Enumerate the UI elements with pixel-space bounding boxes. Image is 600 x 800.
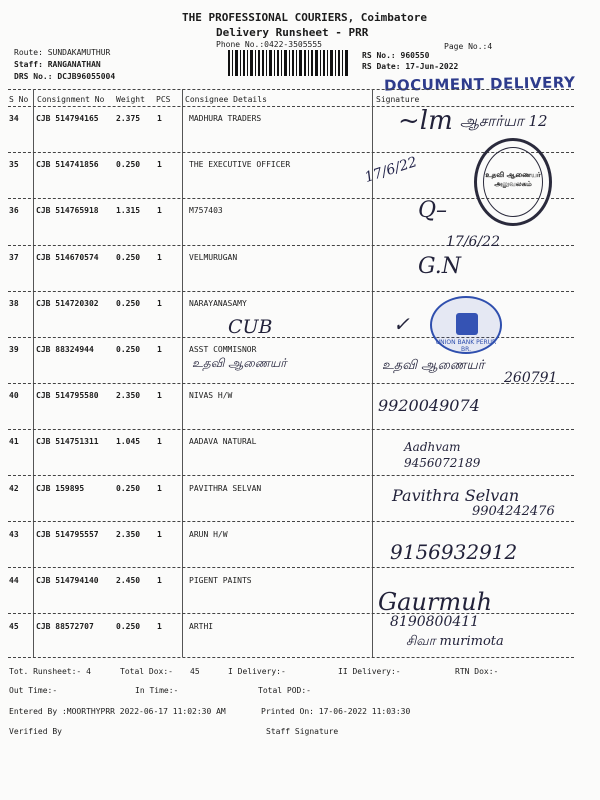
row-sno: 40 [9,391,19,401]
row-consignee: NARAYANASAMY [189,298,247,308]
row-consignment-no: CJB 514720302 [36,298,99,308]
verified-by: Verified By [9,727,62,736]
row-weight: 0.250 [116,252,141,262]
row-weight: 1.315 [116,206,141,216]
handwritten-phone: 9456072189 [404,456,481,470]
rs-number: RS No.: 960550 [362,51,430,60]
row-sno: 36 [9,206,19,216]
row-weight: 0.250 [116,483,141,493]
row-weight: 2.450 [116,576,141,585]
handwritten-phone: 9920049074 [378,396,480,415]
handwritten-signature: சிவா murimota [406,634,504,649]
entered-by: Entered By :MOORTHYPRR 2022-06-17 11:02:30 AM [9,707,226,716]
staff-signature: Staff Signature [266,727,339,736]
row-consignee: VELMURUGAN [189,252,238,262]
row-consignee: NIVAS H/W [189,391,233,401]
bank-seal-logo-icon [456,313,478,335]
in-time: In Time:- [135,686,179,695]
row-weight: 2.350 [116,391,141,401]
document-title: Delivery Runsheet - PRR [216,26,369,39]
row-pcs: 1 [157,391,162,401]
out-time: Out Time:- [9,686,58,695]
total-pod: Total POD:- [258,686,311,695]
row-consignment-no: CJB 514751311 [36,437,99,447]
row-consignment-no: CJB 88572707 [36,622,94,632]
row-consignee: ASST COMMISNOR [189,345,257,354]
handwritten-cub: CUB [228,316,273,338]
row-sno: 41 [9,437,19,447]
col-sno: S No [9,95,29,104]
total-runsheet: Tot. Runsheet:- 4 [9,667,91,676]
row-weight: 1.045 [116,437,141,447]
row-sno: 44 [9,576,19,585]
ii-delivery: II Delivery:- [338,667,401,676]
total-dox-label: Total Dox:- [120,667,173,676]
bank-seal [430,296,502,354]
tick-mark: ✓ [393,312,410,336]
row-rule [8,567,574,568]
row-consignee: M757403 [189,206,223,216]
row-consignment-no: CJB 514741856 [36,160,99,170]
row-rule [8,475,574,476]
total-dox-value: 45 [190,667,200,676]
row-sno: 38 [9,298,19,308]
row-consignment-no: CJB 514794165 [36,114,99,123]
row-sno: 45 [9,622,19,632]
row-pcs: 1 [157,483,162,493]
table-top-rule [8,89,574,90]
table-row [0,622,600,668]
row-pcs: 1 [157,437,162,447]
col-signature: Signature [376,95,420,104]
table-row [0,576,600,622]
row-pcs: 1 [157,298,162,308]
table-row [0,437,600,483]
row-consignee: ARTHI [189,622,214,632]
row-rule [8,383,574,384]
row-sno: 34 [9,114,19,123]
document-delivery-stamp: DOCUMENT DELIVERY [383,73,576,95]
row-sno: 39 [9,345,19,354]
col-pcs: PCS [156,95,171,104]
page-number: Page No.:4 [444,42,493,51]
row-weight: 2.375 [116,114,141,123]
signature-scribble: Q– [418,198,448,223]
printed-on: Printed On: 17-06-2022 11:03:30 [261,707,411,716]
route: Route: SUNDAKAMUTHUR [14,48,111,57]
staff: Staff: RANGANATHAN [14,60,101,69]
row-consignee: PIGENT PAINTS [189,576,252,585]
row-consignment-no: CJB 514670574 [36,252,99,262]
row-consignment-no: CJB 514795580 [36,391,99,401]
row-consignment-no: CJB 88324944 [36,345,94,354]
row-sno: 37 [9,252,19,262]
row-consignment-no: CJB 514765918 [36,206,99,216]
handwritten-initials: G.N [418,254,462,279]
row-pcs: 1 [157,160,162,170]
rtn-dox: RTN Dox:- [455,667,499,676]
row-sno: 43 [9,529,19,539]
row-rule [8,521,574,522]
row-weight: 0.250 [116,160,141,170]
table-row [0,391,600,437]
table-bottom-rule [8,657,574,658]
handwritten-phone: 8190800411 [390,614,480,630]
handwritten-phone: 9156932912 [390,540,518,564]
company-name: THE PROFESSIONAL COURIERS, Coimbatore [182,11,428,24]
row-pcs: 1 [157,252,162,262]
row-pcs: 1 [157,345,162,354]
header-bottom-rule [8,106,574,107]
handwritten-date: 17/6/22 [362,154,420,186]
handwritten-name: Pavithra Selvan [392,486,520,505]
bank-seal-text: UNION BANK PERUR BR. [435,339,497,353]
round-seal-text: உதவி ஆணையர் அலுவலகம் [485,171,541,188]
handwritten-phone: 9904242476 [472,504,555,519]
phone-number: Phone No.:0422-3505555 [216,40,322,49]
handwritten-name: Aadhvam [404,440,461,454]
official-round-seal [474,138,552,226]
row-consignee: ARUN H/W [189,529,228,539]
row-consignment-no: CJB 159895 [36,483,85,493]
handwritten-note: ஆசார்யா 12 [460,112,548,130]
row-sno: 35 [9,160,19,170]
row-consignee: AADAVA NATURAL [189,437,257,447]
row-pcs: 1 [157,114,162,123]
handwritten-date: 17/6/22 [446,234,500,250]
drs-number: DRS No.: DCJB96055004 [14,72,116,81]
row-consignment-no: CJB 514795557 [36,529,99,539]
handwritten-number: 260791 [504,370,558,386]
signature-scribble: ~lm [398,106,453,136]
signature-scribble: Gaurmuh [378,588,493,616]
col-consignment: Consignment No [37,95,105,104]
handwritten-tamil-signature: உதவி ஆணையர் [382,358,485,373]
barcode [228,50,350,76]
row-pcs: 1 [157,529,162,539]
row-rule [8,429,574,430]
row-weight: 2.350 [116,529,141,539]
i-delivery: I Delivery:- [228,667,286,676]
row-consignment-no: CJB 514794140 [36,576,99,585]
row-pcs: 1 [157,622,162,632]
row-weight: 0.250 [116,298,141,308]
row-consignee: PAVITHRA SELVAN [189,483,262,493]
row-weight: 0.250 [116,345,141,354]
row-rule [8,291,574,292]
col-consignee: Consignee Details [185,95,267,104]
col-weight: Weight [116,95,145,104]
row-weight: 0.250 [116,622,141,632]
rs-date: RS Date: 17-Jun-2022 [362,62,459,71]
row-consignee: MADHURA TRADERS [189,114,262,123]
handwritten-tamil: உதவி ஆணையர் [192,356,287,370]
row-sno: 42 [9,483,19,493]
row-pcs: 1 [157,206,162,216]
row-consignee: THE EXECUTIVE OFFICER [189,160,291,170]
row-pcs: 1 [157,576,162,585]
